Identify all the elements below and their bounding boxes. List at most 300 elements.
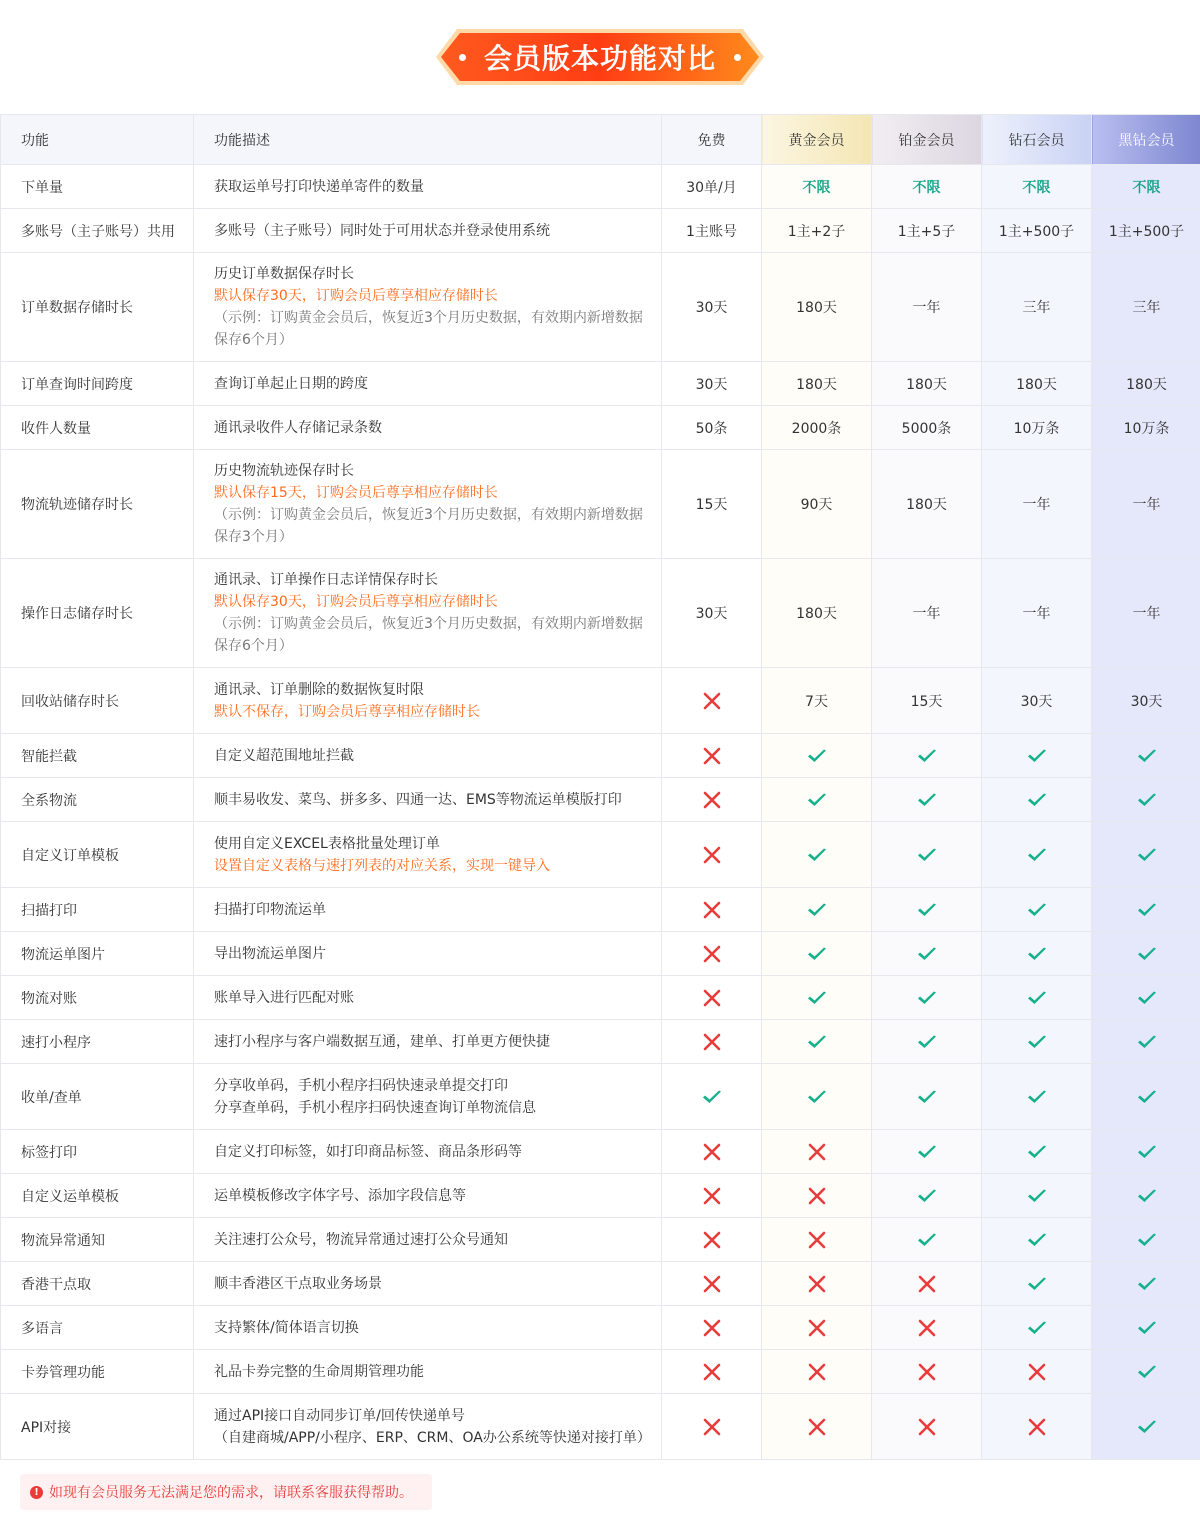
tier-value-diamond	[982, 406, 1092, 450]
cross-icon	[700, 1272, 724, 1296]
check-icon	[1135, 1228, 1159, 1252]
feature-description	[194, 362, 662, 406]
title-left-dot	[459, 54, 466, 61]
tier-value-platinum	[872, 1130, 982, 1174]
tier-value-platinum	[872, 406, 982, 450]
table-row	[1, 253, 1200, 362]
warning-icon: !	[30, 1486, 43, 1499]
description-line: 使用自定义EXCEL表格批量处理订单	[214, 835, 440, 852]
tier-value-black-diamond	[1092, 362, 1200, 406]
tier-value-platinum	[872, 822, 982, 888]
feature-description	[194, 450, 662, 559]
cross-icon	[700, 1140, 724, 1164]
cross-icon	[700, 942, 724, 966]
table-row	[1, 888, 1200, 932]
tier-value-black-diamond	[1092, 778, 1200, 822]
tier-value-diamond	[982, 976, 1092, 1020]
tier-value-platinum	[872, 1174, 982, 1218]
description-example: （示例：订购黄金会员后，恢复近3个月历史数据，有效期内新增数据保存6个月）	[214, 616, 643, 654]
tier-value-platinum	[872, 1262, 982, 1306]
tier-value-gold	[762, 165, 872, 209]
feature-name: 扫描打印	[1, 888, 194, 932]
check-icon	[915, 942, 939, 966]
value-text: 一年	[1022, 497, 1051, 513]
check-icon	[1025, 1228, 1049, 1252]
check-icon	[1025, 1085, 1049, 1109]
cross-icon	[805, 1184, 829, 1208]
feature-name: 收件人数量	[1, 406, 194, 450]
description-line: 通讯录、订单删除的数据恢复时限	[214, 681, 424, 698]
tier-value-gold	[762, 668, 872, 734]
cross-icon	[700, 689, 724, 713]
tier-value-platinum	[872, 1394, 982, 1460]
value-text: 30单/月	[686, 179, 737, 196]
check-icon	[805, 843, 829, 867]
feature-name: 多语言	[1, 1306, 194, 1350]
description-line: 历史物流轨迹保存时长	[214, 463, 354, 479]
table-row	[1, 1350, 1200, 1394]
feature-description	[194, 822, 662, 888]
table-row	[1, 932, 1200, 976]
description-highlight: 默认保存30天，订购会员后尊享相应存储时长	[214, 594, 498, 610]
value-text: 1主+500子	[1108, 223, 1185, 240]
tier-value-gold	[762, 362, 872, 406]
tier-value-diamond	[982, 1218, 1092, 1262]
table-row	[1, 1064, 1200, 1130]
check-icon	[805, 942, 829, 966]
check-icon	[1135, 1272, 1159, 1296]
value-text: 1主账号	[686, 223, 737, 240]
tier-value-gold	[762, 1306, 872, 1350]
tier-value-free	[662, 668, 762, 734]
check-icon	[805, 788, 829, 812]
header-tier-platinum: 铂金会员	[872, 115, 982, 165]
tier-value-diamond	[982, 362, 1092, 406]
value-text: 1主+500子	[998, 223, 1075, 240]
tier-value-black-diamond	[1092, 1262, 1200, 1306]
description-line: 运单模板修改字体字号、添加字段信息等	[214, 1187, 466, 1204]
tier-value-free	[662, 406, 762, 450]
tier-value-gold	[762, 1394, 872, 1460]
tier-value-gold	[762, 450, 872, 559]
check-icon	[1135, 1184, 1159, 1208]
tier-value-black-diamond	[1092, 734, 1200, 778]
check-icon	[1135, 1085, 1159, 1109]
header-tier-free: 免费	[662, 115, 762, 165]
table-row	[1, 1218, 1200, 1262]
tier-value-platinum	[872, 559, 982, 668]
description-line: 历史订单数据保存时长	[214, 266, 354, 282]
tier-value-platinum	[872, 1306, 982, 1350]
cross-icon	[915, 1360, 939, 1384]
page-title: 会员版本功能对比	[483, 42, 716, 75]
header-tier-black-diamond: 黑钻会员	[1092, 115, 1200, 165]
value-text: 10万条	[1123, 420, 1170, 437]
table-row	[1, 1262, 1200, 1306]
description-line: 多账号（主子账号）同时处于可用状态并登录使用系统	[214, 222, 550, 239]
feature-name: 物流异常通知	[1, 1218, 194, 1262]
feature-description	[194, 1262, 662, 1306]
tier-value-gold	[762, 1064, 872, 1130]
feature-description	[194, 932, 662, 976]
cross-icon	[700, 744, 724, 768]
table-row	[1, 1020, 1200, 1064]
title-right-dot	[734, 54, 741, 61]
tier-value-gold	[762, 976, 872, 1020]
value-text: 30天	[1130, 693, 1163, 710]
tier-value-platinum	[872, 1020, 982, 1064]
feature-description	[194, 209, 662, 253]
tier-value-platinum	[872, 209, 982, 253]
feature-description	[194, 253, 662, 362]
description-highlight: 默认保存30天，订购会员后尊享相应存储时长	[214, 288, 498, 304]
check-icon	[1135, 1415, 1159, 1439]
feature-name: 物流对账	[1, 976, 194, 1020]
tier-value-free	[662, 450, 762, 559]
cross-icon	[700, 1415, 724, 1439]
tier-value-diamond	[982, 1174, 1092, 1218]
feature-name: 标签打印	[1, 1130, 194, 1174]
value-text: 1主+2子	[787, 223, 846, 240]
tier-value-free	[662, 734, 762, 778]
table-row	[1, 362, 1200, 406]
tier-value-diamond	[982, 668, 1092, 734]
check-icon	[1135, 788, 1159, 812]
feature-description	[194, 1020, 662, 1064]
tier-value-gold	[762, 1174, 872, 1218]
check-icon	[805, 744, 829, 768]
tier-value-free	[662, 1020, 762, 1064]
tier-value-free	[662, 1394, 762, 1460]
tier-value-diamond	[982, 1020, 1092, 1064]
description-line: 导出物流运单图片	[214, 945, 326, 962]
description-line: 通讯录、订单操作日志详情保存时长	[214, 572, 438, 588]
feature-name: 多账号（主子账号）共用	[1, 209, 194, 253]
value-text: 7天	[805, 693, 828, 710]
feature-description	[194, 976, 662, 1020]
tier-value-free	[662, 209, 762, 253]
tier-value-gold	[762, 932, 872, 976]
tier-value-free	[662, 1064, 762, 1130]
tier-value-diamond	[982, 1064, 1092, 1130]
check-icon	[1135, 986, 1159, 1010]
feature-description	[194, 406, 662, 450]
check-icon	[1135, 898, 1159, 922]
tier-value-diamond	[982, 888, 1092, 932]
check-icon	[1135, 1316, 1159, 1340]
description-line: 关注速打公众号，物流异常通过速打公众号通知	[214, 1231, 508, 1248]
check-icon	[1025, 1140, 1049, 1164]
value-text: 30天	[1020, 693, 1053, 710]
tier-value-diamond	[982, 1262, 1092, 1306]
value-text: 1主+5子	[897, 223, 956, 240]
check-icon	[1025, 898, 1049, 922]
tier-value-gold	[762, 209, 872, 253]
cross-icon	[915, 1316, 939, 1340]
tier-value-black-diamond	[1092, 976, 1200, 1020]
tier-value-diamond	[982, 1394, 1092, 1460]
tier-value-black-diamond	[1092, 668, 1200, 734]
tier-value-free	[662, 253, 762, 362]
check-icon	[1135, 744, 1159, 768]
table-row	[1, 165, 1200, 209]
description-line: （自建商城/APP/小程序、ERP、CRM、OA办公系统等快递对接打单）	[214, 1429, 651, 1446]
value-text: 30天	[695, 300, 728, 316]
cross-icon	[700, 1316, 724, 1340]
unlimited-label: 不限	[1022, 179, 1051, 196]
value-text: 180天	[906, 376, 947, 393]
check-icon	[1025, 1030, 1049, 1054]
value-text: 180天	[796, 300, 837, 316]
check-icon	[915, 1228, 939, 1252]
description-line: 支持繁体/简体语言切换	[214, 1319, 359, 1336]
tier-value-free	[662, 1306, 762, 1350]
check-icon	[1025, 942, 1049, 966]
tier-value-gold	[762, 253, 872, 362]
description-line: 账单导入进行匹配对账	[214, 989, 354, 1006]
value-text: 180天	[796, 376, 837, 393]
description-line: 顺丰易收发、菜鸟、拼多多、四通一达、EMS等物流运单模版打印	[214, 791, 622, 808]
feature-description	[194, 888, 662, 932]
header-description: 功能描述	[194, 115, 662, 165]
check-icon	[915, 1085, 939, 1109]
check-icon	[915, 1030, 939, 1054]
unlimited-label: 不限	[912, 179, 941, 196]
tier-value-gold	[762, 734, 872, 778]
tier-value-black-diamond	[1092, 450, 1200, 559]
check-icon	[1025, 788, 1049, 812]
feature-name: 操作日志储存时长	[1, 559, 194, 668]
check-icon	[915, 843, 939, 867]
value-text: 一年	[1132, 606, 1161, 622]
tier-value-black-diamond	[1092, 559, 1200, 668]
tier-value-platinum	[872, 450, 982, 559]
tier-value-free	[662, 888, 762, 932]
description-line: 通过API接口自动同步订单/回传快递单号	[214, 1407, 465, 1424]
tier-value-gold	[762, 1262, 872, 1306]
description-example: （示例：订购黄金会员后，恢复近3个月历史数据，有效期内新增数据保存3个月）	[214, 507, 643, 545]
feature-name: 全系物流	[1, 778, 194, 822]
check-icon	[1135, 942, 1159, 966]
tier-value-platinum	[872, 734, 982, 778]
tier-value-gold	[762, 888, 872, 932]
check-icon	[805, 986, 829, 1010]
value-text: 180天	[1126, 376, 1167, 393]
value-text: 三年	[1022, 300, 1051, 316]
feature-name: 订单查询时间跨度	[1, 362, 194, 406]
description-highlight: 设置自定义表格与速打列表的对应关系，实现一键导入	[214, 857, 550, 874]
tier-value-diamond	[982, 1306, 1092, 1350]
value-text: 三年	[1132, 300, 1161, 316]
description-line: 顺丰香港区干点取业务场景	[214, 1275, 382, 1292]
tier-value-black-diamond	[1092, 932, 1200, 976]
table-row	[1, 450, 1200, 559]
tier-value-black-diamond	[1092, 253, 1200, 362]
table-row	[1, 1174, 1200, 1218]
table-row	[1, 734, 1200, 778]
description-line: 通讯录收件人存储记录条数	[214, 419, 382, 436]
feature-description	[194, 1174, 662, 1218]
table-row	[1, 209, 1200, 253]
tier-value-free	[662, 822, 762, 888]
check-icon	[1025, 986, 1049, 1010]
description-line: 自定义打印标签，如打印商品标签、商品条形码等	[214, 1143, 522, 1160]
cross-icon	[915, 1272, 939, 1296]
tier-value-free	[662, 778, 762, 822]
tier-value-platinum	[872, 362, 982, 406]
value-text: 180天	[906, 497, 947, 513]
feature-name: 卡券管理功能	[1, 1350, 194, 1394]
tier-value-platinum	[872, 1350, 982, 1394]
check-icon	[915, 986, 939, 1010]
value-text: 15天	[695, 497, 728, 513]
tier-value-free	[662, 1218, 762, 1262]
cross-icon	[700, 788, 724, 812]
cross-icon	[805, 1415, 829, 1439]
description-line: 速打小程序与客户端数据互通，建单、打单更方便快捷	[214, 1033, 550, 1050]
check-icon	[915, 744, 939, 768]
check-icon	[1025, 1272, 1049, 1296]
feature-name: 香港干点取	[1, 1262, 194, 1306]
feature-description	[194, 1350, 662, 1394]
table-row	[1, 976, 1200, 1020]
cross-icon	[700, 1360, 724, 1384]
feature-description	[194, 734, 662, 778]
feature-description	[194, 1218, 662, 1262]
description-line: 获取运单号打印快递单寄件的数量	[214, 178, 424, 195]
value-text: 15天	[910, 693, 943, 710]
check-icon	[1135, 843, 1159, 867]
check-icon	[700, 1085, 724, 1109]
feature-description	[194, 1064, 662, 1130]
feature-description	[194, 778, 662, 822]
tier-value-black-diamond	[1092, 1020, 1200, 1064]
check-icon	[915, 898, 939, 922]
tier-value-diamond	[982, 778, 1092, 822]
footer-note	[20, 1474, 432, 1510]
description-line: 查询订单起止日期的跨度	[214, 375, 368, 392]
feature-name: 回收站储存时长	[1, 668, 194, 734]
tier-value-platinum	[872, 1218, 982, 1262]
footer-text: 如现有会员服务无法满足您的需求，请联系客服获得帮助。	[49, 1485, 413, 1501]
tier-value-platinum	[872, 253, 982, 362]
tier-value-black-diamond	[1092, 1350, 1200, 1394]
feature-description	[194, 1306, 662, 1350]
cross-icon	[700, 1030, 724, 1054]
check-icon	[805, 898, 829, 922]
tier-value-diamond	[982, 734, 1092, 778]
unlimited-label: 不限	[802, 179, 831, 196]
tier-value-diamond	[982, 1350, 1092, 1394]
table-row	[1, 668, 1200, 734]
tier-value-platinum	[872, 888, 982, 932]
tier-value-diamond	[982, 165, 1092, 209]
description-example: （示例：订购黄金会员后，恢复近3个月历史数据，有效期内新增数据保存6个月）	[214, 310, 643, 348]
table-row	[1, 1394, 1200, 1460]
table-row	[1, 1130, 1200, 1174]
tier-value-diamond	[982, 1130, 1092, 1174]
check-icon	[1025, 1184, 1049, 1208]
tier-value-diamond	[982, 450, 1092, 559]
tier-value-gold	[762, 778, 872, 822]
feature-name: 收单/查单	[1, 1064, 194, 1130]
value-text: 50条	[695, 420, 728, 437]
table-row	[1, 1306, 1200, 1350]
value-text: 一年	[912, 300, 941, 316]
feature-name: 下单量	[1, 165, 194, 209]
tier-value-gold	[762, 1218, 872, 1262]
check-icon	[1025, 1316, 1049, 1340]
tier-value-free	[662, 1130, 762, 1174]
tier-value-black-diamond	[1092, 1394, 1200, 1460]
tier-value-free	[662, 1262, 762, 1306]
tier-value-platinum	[872, 932, 982, 976]
comparison-table	[0, 114, 1200, 1460]
header-tier-diamond: 钻石会员	[982, 115, 1092, 165]
tier-value-diamond	[982, 209, 1092, 253]
feature-description	[194, 1394, 662, 1460]
cross-icon	[700, 898, 724, 922]
tier-value-black-diamond	[1092, 888, 1200, 932]
check-icon	[1135, 1360, 1159, 1384]
tier-value-black-diamond	[1092, 406, 1200, 450]
tier-value-black-diamond	[1092, 1174, 1200, 1218]
tier-value-free	[662, 165, 762, 209]
feature-name: 物流运单图片	[1, 932, 194, 976]
description-line: 分享收单码，手机小程序扫码快速录单提交打印	[214, 1077, 508, 1094]
tier-value-black-diamond	[1092, 822, 1200, 888]
feature-description	[194, 559, 662, 668]
table-row	[1, 406, 1200, 450]
feature-name: 自定义订单模板	[1, 822, 194, 888]
value-text: 180天	[796, 606, 837, 622]
cross-icon	[805, 1228, 829, 1252]
tier-value-platinum	[872, 1064, 982, 1130]
description-line: 扫描打印物流运单	[214, 901, 326, 918]
check-icon	[805, 1030, 829, 1054]
cross-icon	[1025, 1360, 1049, 1384]
header-feature: 功能	[1, 115, 194, 165]
cross-icon	[805, 1360, 829, 1384]
check-icon	[1025, 843, 1049, 867]
description-line: 礼品卡券完整的生命周期管理功能	[214, 1363, 424, 1380]
tier-value-black-diamond	[1092, 165, 1200, 209]
tier-value-diamond	[982, 253, 1092, 362]
value-text: 一年	[1132, 497, 1161, 513]
check-icon	[915, 788, 939, 812]
feature-name: 速打小程序	[1, 1020, 194, 1064]
value-text: 2000条	[791, 420, 842, 437]
tier-value-black-diamond	[1092, 1064, 1200, 1130]
table-body	[1, 165, 1200, 1460]
tier-value-platinum	[872, 778, 982, 822]
table-row	[1, 822, 1200, 888]
tier-value-platinum	[872, 976, 982, 1020]
tier-value-platinum	[872, 165, 982, 209]
cross-icon	[915, 1415, 939, 1439]
value-text: 5000条	[901, 420, 952, 437]
tier-value-free	[662, 932, 762, 976]
tier-value-free	[662, 1350, 762, 1394]
feature-description	[194, 1130, 662, 1174]
value-text: 一年	[912, 606, 941, 622]
check-icon	[805, 1085, 829, 1109]
tier-value-free	[662, 559, 762, 668]
cross-icon	[1025, 1415, 1049, 1439]
check-icon	[915, 1184, 939, 1208]
table-header-row	[1, 115, 1200, 165]
feature-description	[194, 668, 662, 734]
